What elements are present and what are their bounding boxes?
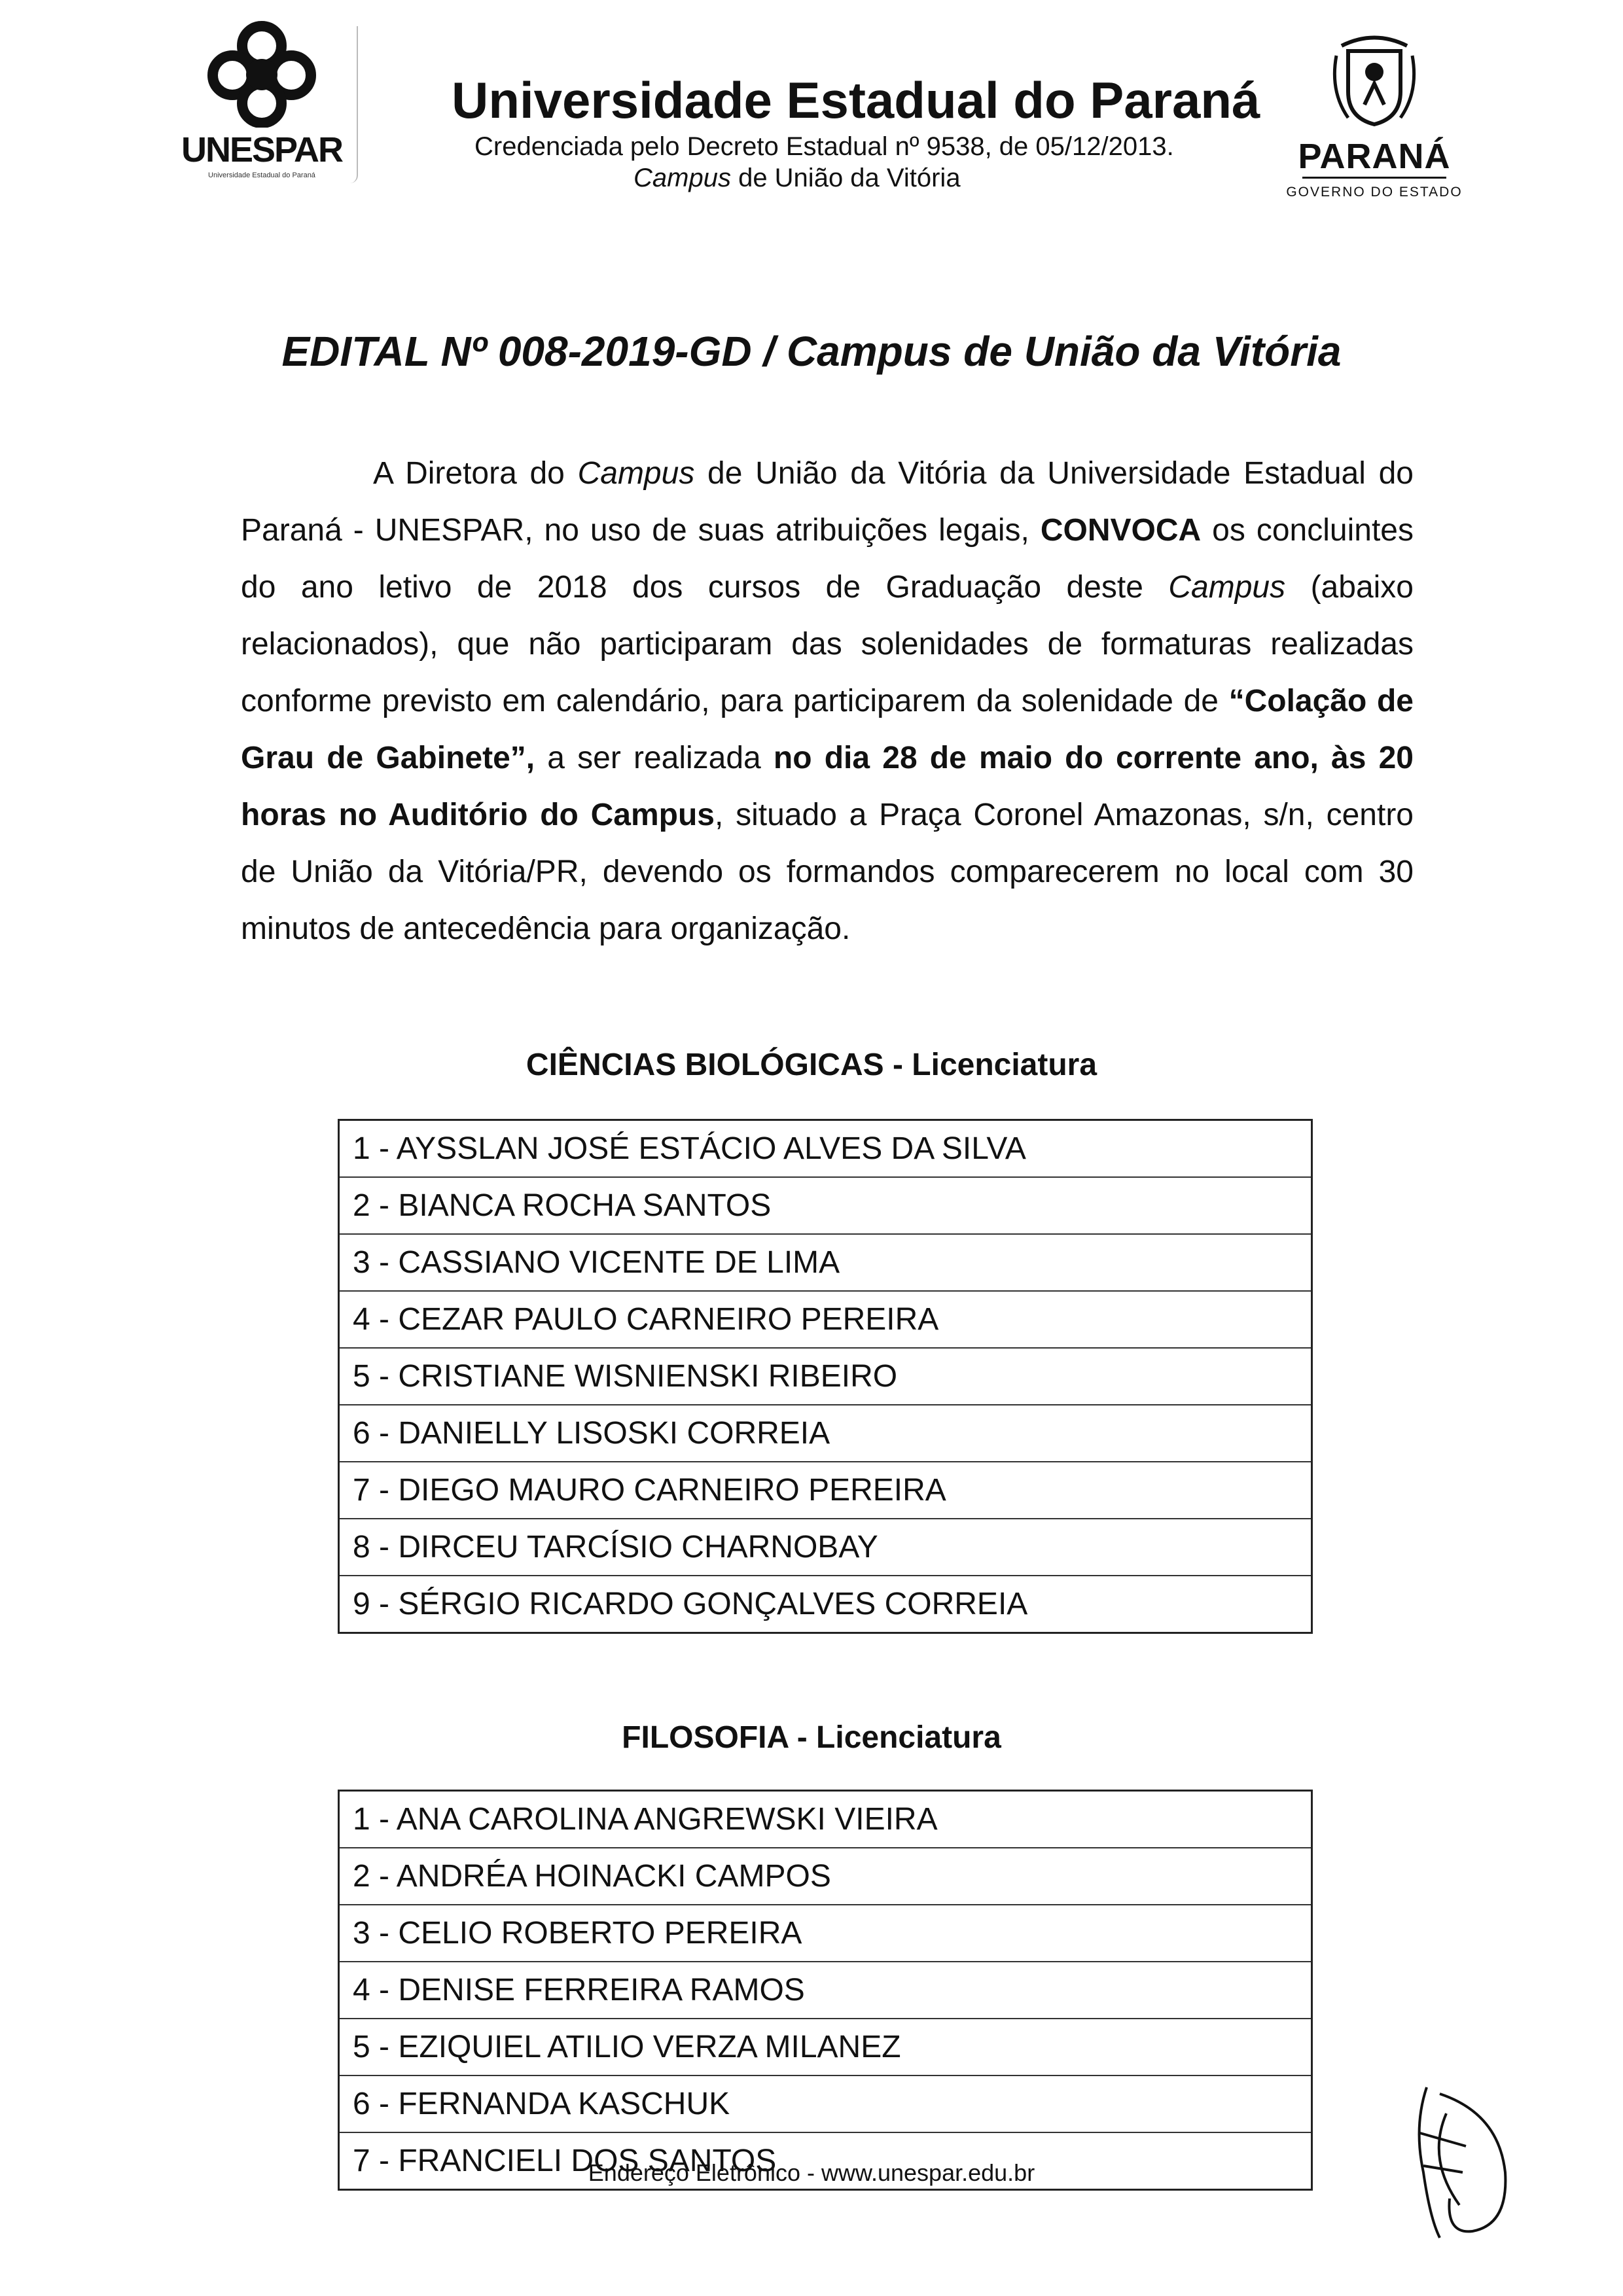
table-row <box>339 1234 1312 1291</box>
intro-text: a ser realizada <box>535 741 774 775</box>
table-row <box>339 1405 1312 1462</box>
footer-address: Endereço Eletrônico - www.unespar.edu.br <box>588 2159 1035 2186</box>
course-name: CIÊNCIAS BIOLÓGICAS <box>526 1048 884 1082</box>
student-name: 3 - CELIO ROBERTO PEREIRA <box>339 1905 1312 1962</box>
course-degree: - Licenciatura <box>883 1048 1097 1082</box>
parana-coat-of-arms-icon <box>1329 26 1420 131</box>
campus-location: de União da Vitória <box>730 164 961 192</box>
unespar-logo <box>170 20 393 183</box>
table-row <box>339 1905 1312 1962</box>
table-row <box>339 1462 1312 1519</box>
table-row <box>339 1120 1312 1178</box>
parana-logo-divider <box>1302 177 1446 179</box>
intro-date-time-place: no dia 28 de maio do corrente ano, às 20 horas no Auditório do Campus <box>241 741 1414 832</box>
student-name: 3 - CASSIANO VICENTE DE LIMA <box>339 1234 1312 1291</box>
student-name: 5 - EZIQUIEL ATILIO VERZA MILANEZ <box>339 2019 1312 2075</box>
student-name: 8 - DIRCEU TARCÍSIO CHARNOBAY <box>339 1519 1312 1576</box>
intro-convoca: CONVOCA <box>1040 513 1202 548</box>
table-row <box>339 1291 1312 1348</box>
intro-text: os concluintes do ano letivo de 2018 dos cursos de Graduação deste <box>241 513 1414 605</box>
intro-text: de União da Vitória da Universidade Estadual do Paraná - UNESPAR, no uso de suas atribuições legais, <box>241 456 1414 548</box>
student-name: 2 - ANDRÉA HOINACKI CAMPOS <box>339 1848 1312 1905</box>
students-table-biologia <box>338 1119 1313 1634</box>
student-name: 4 - CEZAR PAULO CARNEIRO PEREIRA <box>339 1291 1312 1348</box>
course-heading-filosofia <box>0 1720 1623 1756</box>
student-name: 1 - AYSSLAN JOSÉ ESTÁCIO ALVES DA SILVA <box>339 1120 1312 1178</box>
parana-government-logo <box>1283 26 1466 209</box>
table-row <box>339 1576 1312 1633</box>
student-name: 2 - BIANCA ROCHA SANTOS <box>339 1177 1312 1234</box>
university-title: Universidade Estadual do Paraná <box>452 71 1260 129</box>
accreditation-decree: Credenciada pelo Decreto Estadual nº 9538, de 05/12/2013. <box>474 132 1174 161</box>
intro-campus-italic: Campus <box>1168 570 1286 605</box>
table-row <box>339 1962 1312 2019</box>
student-name: 9 - SÉRGIO RICARDO GONÇALVES CORREIA <box>339 1576 1312 1633</box>
logo-bracket-divider <box>350 26 358 183</box>
intro-ceremony-name: “Colação de Grau de Gabinete”, <box>241 684 1414 775</box>
student-name: 7 - DIEGO MAURO CARNEIRO PEREIRA <box>339 1462 1312 1519</box>
intro-text: A Diretora do <box>373 456 578 491</box>
table-row <box>339 1791 1312 1848</box>
unespar-emblem-icon <box>203 20 321 128</box>
intro-text: , situado a Praça Coronel Amazonas, s/n, centro de União da Vitória/PR, devendo os formandos comparecerem no local com 30 minutos de antecedência para organização. <box>241 798 1414 946</box>
table-row <box>339 1519 1312 1576</box>
parana-logo-word: PARANÁ <box>1298 137 1451 176</box>
edital-title: EDITAL Nº 008-2019-GD / Campus de União da Vitória <box>281 328 1342 375</box>
student-name: 6 - DANIELLY LISOSKI CORREIA <box>339 1405 1312 1462</box>
intro-campus-italic: Campus <box>577 456 695 491</box>
unespar-logo-subtitle: Universidade Estadual do Paraná <box>208 171 315 179</box>
campus-word: Campus <box>633 164 731 192</box>
student-name: 7 - FRANCIELI DOS SANTOS <box>339 2132 1312 2190</box>
table-row <box>339 1848 1312 1905</box>
students-table-filosofia <box>338 1790 1313 2191</box>
campus-line <box>633 164 961 193</box>
student-name: 6 - FERNANDA KASCHUK <box>339 2075 1312 2132</box>
table-row <box>339 2075 1312 2132</box>
intro-paragraph <box>241 445 1414 957</box>
course-heading-biologia <box>0 1047 1623 1083</box>
student-name: 4 - DENISE FERREIRA RAMOS <box>339 1962 1312 2019</box>
intro-text: (abaixo relacionados), que não participaram das solenidades de formaturas realizadas conforme previsto em calendário, para participarem da solenidade de <box>241 570 1414 718</box>
parana-logo-subtitle: GOVERNO DO ESTADO <box>1286 185 1463 200</box>
student-name: 1 - ANA CAROLINA ANGREWSKI VIEIRA <box>339 1791 1312 1848</box>
table-row <box>339 2019 1312 2075</box>
table-row <box>339 1177 1312 1234</box>
table-row <box>339 1348 1312 1405</box>
course-name: FILOSOFIA <box>622 1720 789 1755</box>
course-degree: - Licenciatura <box>788 1720 1001 1755</box>
student-name: 5 - CRISTIANE WISNIENSKI RIBEIRO <box>339 1348 1312 1405</box>
unespar-logo-word: UNESPAR <box>181 130 343 169</box>
